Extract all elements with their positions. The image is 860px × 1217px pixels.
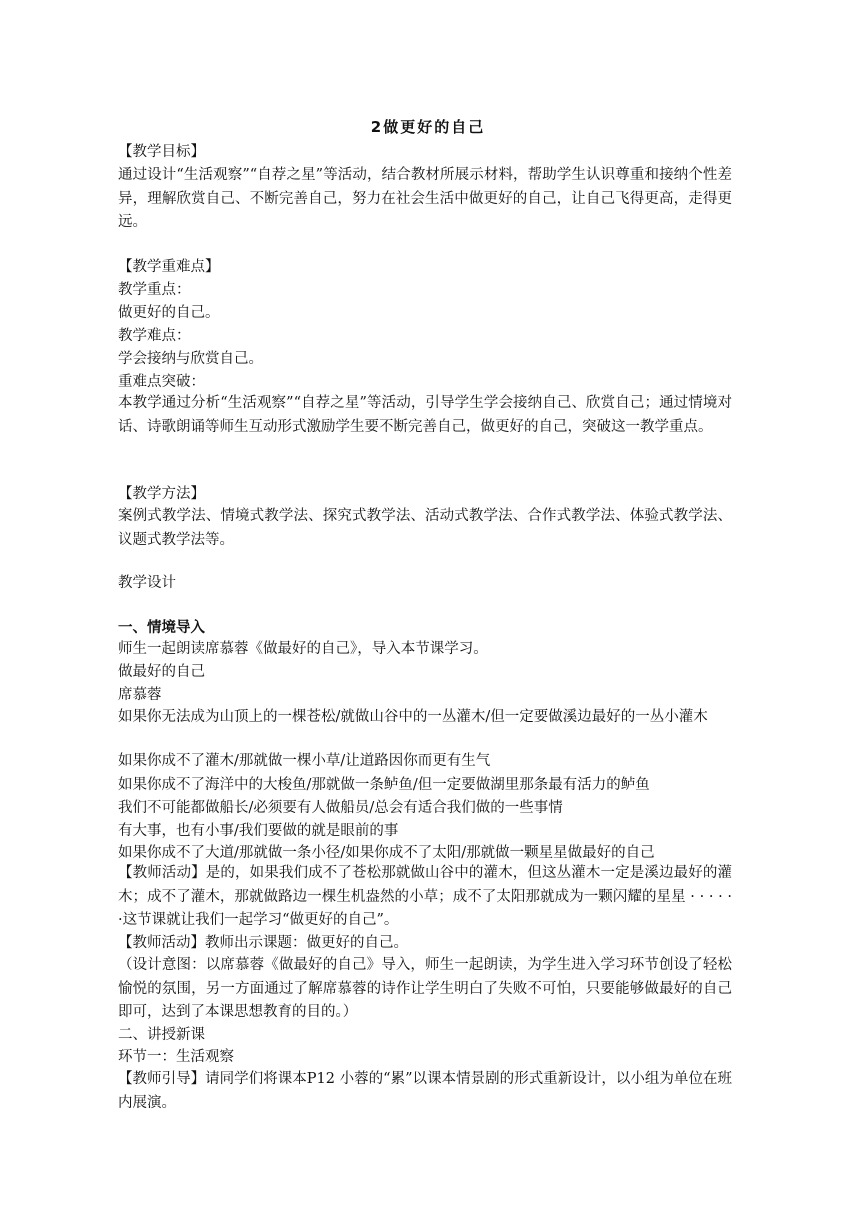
key-point-text: 做更好的自己。 <box>118 305 220 321</box>
part2-step: 环节一：生活观察 <box>118 1049 234 1065</box>
section-heading-objectives: 【教学目标】 <box>118 144 205 160</box>
design-intent: （设计意图：以席慕蓉《做最好的自己》导入，师生一起朗读，为学生进入学习环节创设了轻松愉悦的氛围，另一方面通过了解席慕蓉的诗作让学生明白了失败不可怕，只要能够做最好的自己即可，达到了本课思想教育的目的。） <box>118 957 732 1020</box>
poem-line: 有大事，也有小事/我们要做的就是眼前的事 <box>118 823 399 839</box>
poem-line: 如果你成不了海洋中的大梭鱼/那就做一条鲈鱼/但一定要做湖里那条最有活力的鲈鱼 <box>118 777 650 793</box>
objectives-text: 通过设计“生活观察”“自荐之星”等活动，结合教材所展示材料，帮助学生认识尊重和接纳个性差异，理解欣赏自己、不断完善自己，努力在社会生活中做更好的自己，让自己飞得更高，走得更远。 <box>118 167 732 230</box>
difficulty-label: 教学难点： <box>118 328 191 344</box>
breakthrough-text: 本教学通过分析“生活观察”“自荐之星”等活动，引导学生学会接纳自己、欣赏自己；通过情境对话、诗歌朗诵等师生互动形式激励学生要不断完善自己，做更好的自己，突破这一教学重点。 <box>118 395 732 435</box>
part1-heading: 一、情境导入 <box>118 620 205 636</box>
design-heading: 教学设计 <box>118 575 176 591</box>
poem-title: 做最好的自己 <box>118 664 205 680</box>
poem-line: 我们不可能都做船长/必须要有人做船员/总会有适合我们做的一些事情 <box>118 800 563 816</box>
section-heading-key-points: 【教学重难点】 <box>118 259 220 275</box>
methods-text: 案例式教学法、情境式教学法、探究式教学法、活动式教学法、合作式教学法、体验式教学法、议题式教学法等。 <box>118 508 732 548</box>
section-heading-methods: 【教学方法】 <box>118 486 205 502</box>
document-title: 2做更好的自己 <box>370 118 486 136</box>
teacher-activity-1: 【教师活动】是的，如果我们成不了苍松那就做山谷中的灌木，但这丛灌木一定是溪边最好的灌木；成不了灌木，那就做路边一棵生机盎然的小草；成不了太阳那就成为一颗闪耀的星星 · · · · · ·这节课就让我们一起学习“做更好的自己”。 <box>118 865 732 928</box>
poem-author: 席慕蓉 <box>118 687 162 703</box>
poem-line: 如果你成不了大道/那就做一条小径/如果你成不了太阳/那就做一颗星星做最好的自己 <box>118 845 655 861</box>
key-point-label: 教学重点： <box>118 282 191 298</box>
breakthrough-label: 重难点突破： <box>118 374 205 390</box>
poem-line: 如果你成不了灌木/那就做一棵小草/让道路因你而更有生气 <box>118 753 491 769</box>
teacher-activity-2: 【教师活动】教师出示课题：做更好的自己。 <box>118 935 408 951</box>
difficulty-text: 学会接纳与欣赏自己。 <box>118 351 263 367</box>
teacher-guide: 【教师引导】请同学们将课本P12 小蓉的“累”以课本情景剧的形式重新设计，以小组为单位在班内展演。 <box>118 1071 732 1111</box>
part1-intro: 师生一起朗读席慕蓉《做最好的自己》，导入本节课学习。 <box>118 641 488 657</box>
part2-heading: 二、讲授新课 <box>118 1027 205 1043</box>
poem-line: 如果你无法成为山顶上的一棵苍松/就做山谷中的一丛灌木/但一定要做溪边最好的一丛小灌木 <box>118 709 708 725</box>
